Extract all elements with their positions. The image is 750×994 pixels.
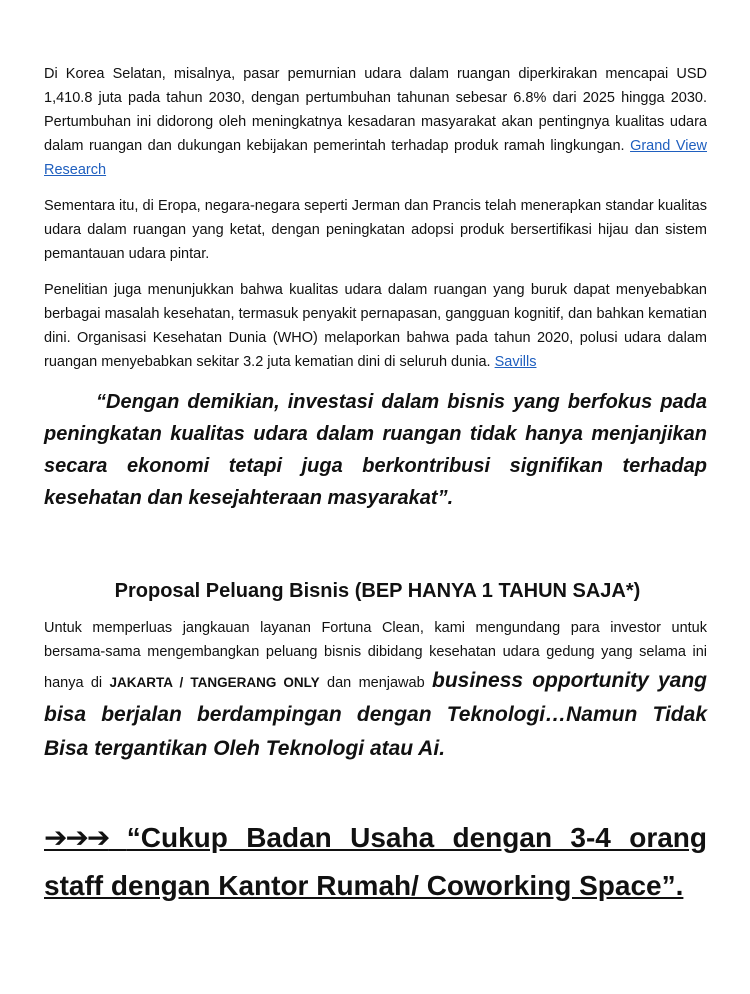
savills-link[interactable]: Savills <box>494 354 537 370</box>
proposal-heading: Proposal Peluang Bisnis (BEP HANYA 1 TAHUN SAJA*) <box>114 580 641 602</box>
callout-text: “Cukup Badan Usaha dengan 3-4 orang staff dengan Kantor Rumah/ Coworking Space”. <box>44 822 708 901</box>
paragraph-europe-text: Sementara itu, di Eropa, negara-negara seperti Jerman dan Prancis telah menerapkan standar kualitas udara dalam ruangan yang ketat, dengan peningkatan adopsi produk bersertifikasi hijau dan sistem pemantauan udara pintar. <box>44 198 707 262</box>
proposal-intro-mid: dan menjawab <box>327 675 425 691</box>
callout-statement <box>44 814 707 910</box>
paragraph-korea <box>44 62 707 182</box>
paragraph-research-text: Penelitian juga menunjukkan bahwa kualitas udara dalam ruangan yang buruk dapat menyebabkan berbagai masalah kesehatan, termasuk penyakit pernapasan, gangguan kognitif, dan bahkan kematian dini. Organisasi Kesehatan Dunia (WHO) melaporkan bahwa pada tahun 2020, polusi udara dalam ruangan menyebabkan sekitar 3.2 juta kematian dini di seluruh dunia. <box>44 282 707 370</box>
region-highlight: JAKARTA / TANGERANG ONLY <box>109 675 320 690</box>
proposal-intro-text: Untuk memperluas jangkauan layanan Fortuna Clean, kami mengundang para investor untuk bersama-sama mengembangkan peluang bisnis dibidang kesehatan udara gedung yang selama ini hanya di <box>44 620 707 691</box>
business-opportunity-emphasis: business opportunity yang bisa berjalan berdampingan dengan Teknologi…Namun Tidak Bisa tergantikan Oleh Teknologi atau Ai <box>44 669 707 760</box>
paragraph-korea-text: Di Korea Selatan, misalnya, pasar pemurnian udara dalam ruangan diperkirakan mencapai USD 1,410.8 juta pada tahun 2030, dengan pertumbuhan tahunan sebesar 6.8% dari 2025 hingga 2030. Pertumbuhan ini didorong oleh meningkatnya kesadaran masyarakat akan pentingnya kualitas udara dalam ruangan dan dukungan kebijakan pemerintah terhadap produk ramah lingkungan. <box>44 66 707 154</box>
grand-view-research-link[interactable]: Grand View Research <box>44 138 708 178</box>
paragraph-research <box>44 278 707 374</box>
document-page <box>44 62 707 910</box>
arrow-right-icon: ➔➔➔ <box>44 822 109 853</box>
proposal-intro-end: . <box>439 737 446 760</box>
investment-quote: “Dengan demikian, investasi dalam bisnis yang berfokus pada peningkatan kualitas udara dalam ruangan tidak hanya menjanjikan secara ekonomi tetapi juga berkontribusi signifikan terhadap kesehatan dan kesejahteraan masyarakat”. <box>44 391 707 509</box>
paragraph-europe <box>44 194 707 266</box>
proposal-intro <box>44 616 707 766</box>
